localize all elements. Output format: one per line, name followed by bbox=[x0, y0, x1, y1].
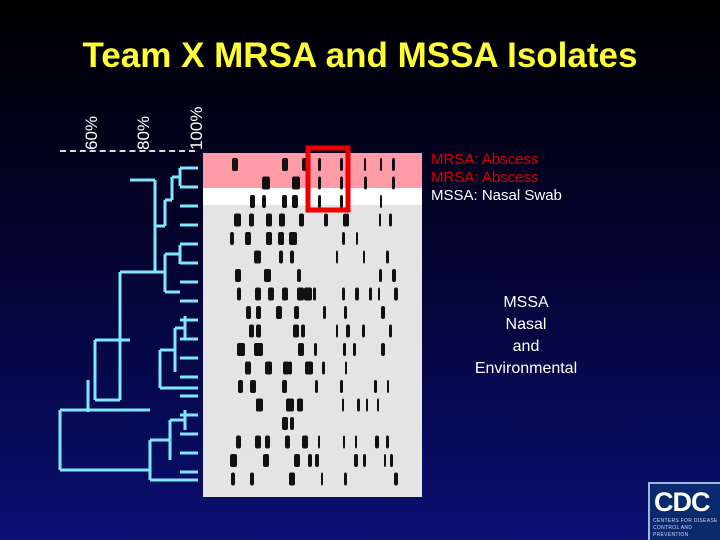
gel-band bbox=[394, 288, 398, 301]
gel-band bbox=[286, 399, 294, 412]
gel-band bbox=[364, 177, 367, 190]
gel-band bbox=[384, 454, 386, 467]
cdc-logo bbox=[648, 482, 720, 540]
gel-band bbox=[265, 362, 272, 375]
gel-band bbox=[389, 214, 392, 227]
gel-band bbox=[289, 232, 297, 245]
gel-band bbox=[282, 380, 287, 393]
gel-band bbox=[346, 325, 350, 338]
gel-band bbox=[380, 158, 382, 171]
gel-band bbox=[294, 454, 300, 467]
gel-band bbox=[246, 306, 251, 319]
gel-band bbox=[292, 195, 298, 208]
gel-band bbox=[276, 306, 282, 319]
gel-band bbox=[363, 454, 366, 467]
gel-band bbox=[392, 177, 395, 190]
gel-band bbox=[340, 177, 343, 190]
gel-band bbox=[236, 436, 241, 449]
gel-band bbox=[266, 214, 272, 227]
gel-band bbox=[342, 399, 344, 412]
gel-band bbox=[346, 214, 349, 227]
gel-band bbox=[263, 454, 269, 467]
gel-band bbox=[344, 473, 347, 486]
gel-band bbox=[297, 399, 303, 412]
gel-band bbox=[290, 251, 294, 264]
gel-band bbox=[392, 269, 396, 282]
gel-band bbox=[298, 343, 304, 356]
gel-band bbox=[299, 214, 304, 227]
gel-band bbox=[245, 362, 251, 375]
gel-band bbox=[238, 380, 243, 393]
gel-band bbox=[390, 454, 393, 467]
gel-band bbox=[313, 288, 316, 301]
isolate-label-3: MSSA: Nasal Swab bbox=[431, 187, 562, 204]
gel-band bbox=[355, 288, 359, 301]
gel-band bbox=[366, 399, 368, 412]
gel-band bbox=[374, 380, 377, 393]
gel-band bbox=[378, 288, 380, 301]
gel-band bbox=[256, 399, 261, 412]
slide-title: Team X MRSA and MSSA Isolates bbox=[82, 36, 638, 75]
gel-band bbox=[380, 195, 382, 208]
gel-band bbox=[354, 454, 358, 467]
gel-band bbox=[318, 195, 321, 208]
gel-band bbox=[343, 343, 346, 356]
gel-band bbox=[264, 269, 271, 282]
gel-band bbox=[265, 436, 270, 449]
gel-band bbox=[392, 158, 395, 171]
gel-band bbox=[336, 325, 338, 338]
gel-band bbox=[340, 380, 343, 393]
gel-band bbox=[279, 251, 283, 264]
cdc-logo-subtitle-line: CENTERS FOR DISEASE bbox=[653, 518, 718, 524]
gel-band bbox=[315, 380, 318, 393]
gel-band bbox=[386, 251, 389, 264]
gel-band bbox=[308, 454, 312, 467]
gel-band bbox=[282, 158, 288, 171]
gel-band bbox=[343, 436, 345, 449]
gel-band bbox=[279, 214, 285, 227]
gel-band bbox=[285, 436, 290, 449]
gel-band bbox=[318, 158, 321, 171]
gel-band bbox=[340, 158, 343, 171]
gel-band bbox=[250, 195, 255, 208]
gel-band bbox=[230, 232, 234, 245]
gel-band bbox=[357, 399, 360, 412]
gel-band bbox=[386, 436, 389, 449]
gel-band bbox=[237, 288, 241, 301]
gel-band bbox=[336, 251, 338, 264]
isolate-label-1: MRSA: Abscess bbox=[431, 151, 539, 168]
gel-band bbox=[234, 214, 241, 227]
gel-band bbox=[375, 436, 379, 449]
gel-band bbox=[356, 232, 358, 245]
gel-band bbox=[314, 343, 317, 356]
gel-band bbox=[344, 306, 347, 319]
gel-band bbox=[250, 380, 256, 393]
gel-band bbox=[363, 251, 365, 264]
gel-band bbox=[377, 399, 379, 412]
gel-band bbox=[379, 214, 381, 227]
gel-band bbox=[381, 343, 385, 356]
gel-band bbox=[322, 362, 325, 375]
cdc-logo-mark: CDC bbox=[654, 487, 710, 517]
gel-band bbox=[290, 417, 294, 430]
gel-band bbox=[232, 158, 238, 171]
gel-band bbox=[324, 214, 328, 227]
gel-band bbox=[235, 269, 241, 282]
gel-band bbox=[230, 454, 237, 467]
gel-band bbox=[345, 362, 347, 375]
gel-band bbox=[249, 214, 254, 227]
gel-band bbox=[259, 343, 263, 356]
gel-band bbox=[256, 325, 261, 338]
gel-band bbox=[292, 177, 300, 190]
gel-band bbox=[237, 343, 245, 356]
gel-band bbox=[231, 473, 235, 486]
gel-band bbox=[318, 177, 321, 190]
gel-band bbox=[294, 306, 299, 319]
gel-band bbox=[255, 288, 261, 301]
gel-band bbox=[387, 380, 389, 393]
gel-band bbox=[342, 232, 345, 245]
gel-band bbox=[323, 306, 326, 319]
gel-band bbox=[262, 177, 270, 190]
gel-band bbox=[321, 473, 323, 486]
gel-band bbox=[389, 325, 392, 338]
gel-band bbox=[289, 473, 295, 486]
gel-band bbox=[369, 288, 372, 301]
gel-band bbox=[301, 325, 305, 338]
group-label-line: and bbox=[512, 338, 540, 355]
isolate-label-2: MRSA: Abscess bbox=[431, 169, 539, 186]
group-label-line: Environmental bbox=[474, 360, 578, 377]
gel-band bbox=[342, 288, 345, 301]
gel-band bbox=[379, 269, 382, 282]
gel-band bbox=[266, 232, 272, 245]
gel-band bbox=[282, 288, 288, 301]
group-label-line: Nasal bbox=[505, 316, 547, 333]
cdc-logo-subtitle-line: CONTROL AND PREVENTION bbox=[653, 525, 693, 538]
gel-band bbox=[282, 417, 288, 430]
gel-band bbox=[268, 288, 274, 301]
group-label-line: MSSA bbox=[503, 294, 549, 311]
gel-band bbox=[355, 436, 357, 449]
gel-band bbox=[245, 232, 251, 245]
scale-label-100: 100% bbox=[187, 106, 206, 150]
gel-band bbox=[255, 436, 261, 449]
gel-band bbox=[362, 325, 365, 338]
gel-band bbox=[278, 232, 284, 245]
gel-band bbox=[282, 195, 287, 208]
gel-band bbox=[302, 436, 308, 449]
gel-band bbox=[249, 325, 254, 338]
gel-band bbox=[256, 306, 261, 319]
gel-band bbox=[394, 473, 398, 486]
gel-band bbox=[305, 362, 313, 375]
scale-label-80: 80% bbox=[134, 115, 153, 150]
gel-band bbox=[353, 343, 356, 356]
mssa-nasal-highlight bbox=[203, 188, 422, 205]
gel-band bbox=[364, 158, 366, 171]
gel-band bbox=[293, 325, 299, 338]
gel-band bbox=[250, 473, 254, 486]
gel-band bbox=[297, 269, 301, 282]
gel-band bbox=[340, 195, 343, 208]
group-label bbox=[446, 292, 606, 380]
gel-band bbox=[318, 436, 320, 449]
gel-band bbox=[381, 306, 385, 319]
cdc-logo-subtitle bbox=[653, 518, 719, 539]
gel-band bbox=[315, 454, 319, 467]
scale-label-60: 60% bbox=[82, 115, 101, 150]
gel-band bbox=[262, 195, 266, 208]
gel-band bbox=[254, 251, 261, 264]
gel-band bbox=[288, 362, 292, 375]
gel-band bbox=[304, 288, 312, 301]
gel-band bbox=[297, 288, 304, 301]
